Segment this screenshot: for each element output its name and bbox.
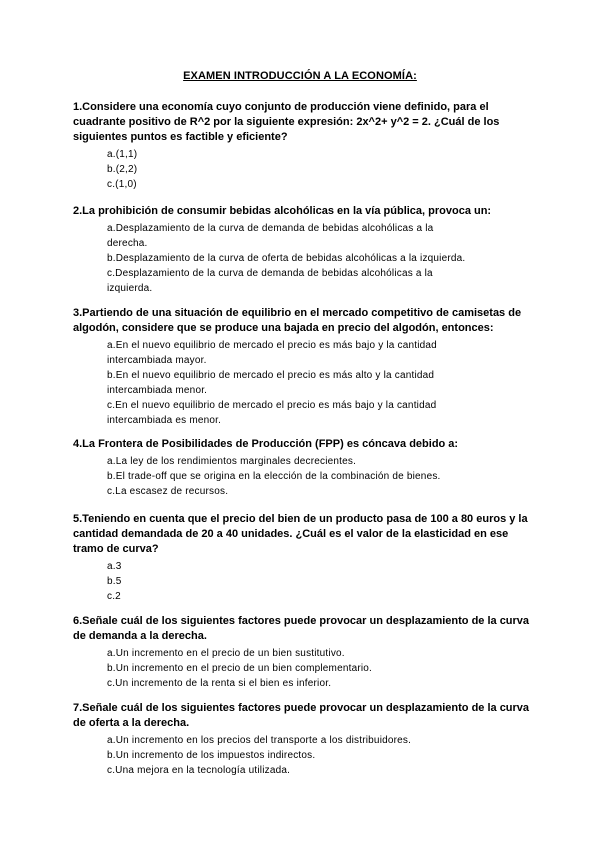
option-a: a.Un incremento en el precio de un bien sustitutivo. [107,648,345,659]
option-list [73,454,533,499]
option-b: b.(2,2) [107,164,138,175]
question-5 [73,512,533,604]
option-list [73,221,533,296]
question-text: 2.La prohibición de consumir bebidas alcohólicas en la vía pública, provoca un: [73,205,492,217]
exam-title: EXAMEN INTRODUCCIÓN A LA ECONOMÍA: [183,70,417,82]
option-list [73,646,533,691]
option-a: a.3 [107,561,122,572]
question-1 [73,100,533,192]
question-6 [73,614,533,691]
question-text: 1.Considere una economía cuyo conjunto de producción viene definido, para el cuadrante positivo de R^2 por la siguiente expresión: 2x^2+ y^2 = 2. ¿Cuál de los siguientes puntos es factible y eficiente? [73,101,500,143]
option-c: c.Desplazamiento de la curva de demanda de bebidas alcohólicas a la izquierda. [107,268,433,294]
option-b: b.5 [107,576,122,587]
option-b: b.El trade-off que se origina en la elección de la combinación de bienes. [107,471,441,482]
option-a: a.En el nuevo equilibrio de mercado el precio es más bajo y la cantidad intercambiada mayor. [107,340,437,366]
option-b: b.En el nuevo equilibrio de mercado el precio es más alto y la cantidad intercambiada menor. [107,370,435,396]
question-4 [73,437,533,499]
option-list [73,147,533,192]
option-list [73,559,533,604]
option-c: c.(1,0) [107,179,137,190]
question-7 [73,701,533,778]
question-3 [73,306,533,428]
option-c: c.La escasez de recursos. [107,486,229,497]
option-b: b.Un incremento en el precio de un bien complementario. [107,663,373,674]
question-text: 4.La Frontera de Posibilidades de Producción (FPP) es cóncava debido a: [73,438,459,450]
option-a: a.Desplazamiento de la curva de demanda de bebidas alcohólicas a la derecha. [107,223,434,249]
question-text: 6.Señale cuál de los siguientes factores puede provocar un desplazamiento de la curva de demanda a la derecha. [73,615,530,642]
option-c: c.2 [107,591,121,602]
question-text: 5.Teniendo en cuenta que el precio del bien de un producto pasa de 100 a 80 euros y la cantidad demandada de 20 a 40 unidades. ¿Cuál es el valor de la elasticidad en ese tramo de curva? [73,513,528,555]
option-list [73,733,533,778]
option-b: b.Desplazamiento de la curva de oferta de bebidas alcohólicas a la izquierda. [107,253,466,264]
option-c: c.Una mejora en la tecnología utilizada. [107,765,291,776]
option-a: a.La ley de los rendimientos marginales decrecientes. [107,456,357,467]
option-b: b.Un incremento de los impuestos indirectos. [107,750,316,761]
question-text: 3.Partiendo de una situación de equilibrio en el mercado competitivo de camisetas de algodón, considere que se produce una bajada en precio del algodón, entonces: [73,307,522,334]
option-a: a.Un incremento en los precios del transporte a los distribuidores. [107,735,412,746]
question-2 [73,204,533,296]
option-c: c.En el nuevo equilibrio de mercado el precio es más bajo y la cantidad intercambiada es menor. [107,400,437,426]
option-a: a.(1,1) [107,149,138,160]
option-list [73,338,533,428]
question-text: 7.Señale cuál de los siguientes factores puede provocar un desplazamiento de la curva de oferta a la derecha. [73,702,530,729]
option-c: c.Un incremento de la renta si el bien es inferior. [107,678,332,689]
